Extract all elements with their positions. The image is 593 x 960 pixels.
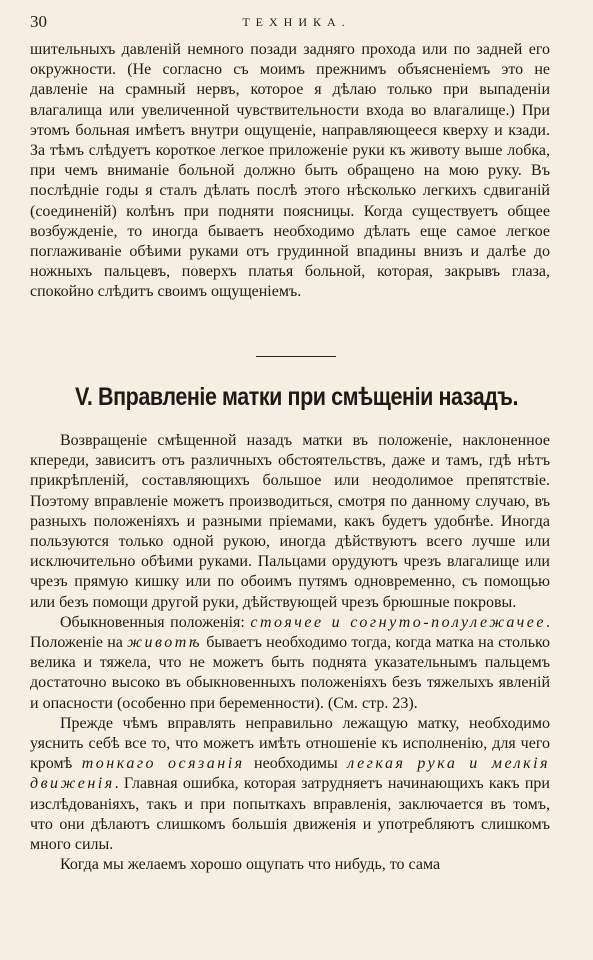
paragraph: Прежде чѣмъ вправлять неправильно лежащую матку, необходимо уяснить себѣ все то, что можетъ имѣть отношеніе къ исполненію, для чего кромѣ тонкаго осязанія необходимы легкая рука и мелкія движенія. Главная ошибка, которая затрудняетъ начинающихъ какъ при изслѣдованіяхъ, такъ и при попыткахъ вправленія, заключается въ томъ, что они дѣлаютъ слишкомъ большія движенія и употребляютъ слишкомъ много силы.	[30, 714, 551, 854]
text-block-section	[30, 431, 550, 875]
spaced-emphasis: тонкаго осязанія	[81, 755, 245, 773]
section-heading: V. Вправленіе матки при смѣщеніи назадъ.	[74, 383, 519, 411]
running-title: ТЕХНИКА.	[242, 15, 351, 29]
text-block-top	[30, 40, 550, 303]
paragraph: Возвращеніе смѣщенной назадъ матки въ положеніе, наклоненное кпереди, зависитъ отъ различныхъ обстоятельствъ, даже и тамъ, гдѣ нѣтъ прикрѣпленій, составляющихъ большое или неодолимое препятствіе. Поэтому вправленіе можетъ производиться, смотря по данному случаю, въ разныхъ положеніяхъ и разными пріемами, какъ будетъ удобнѣе. Иногда пользуются только одной рукою, иногда дѣйствуютъ всего лучше или исключительно обѣими руками. Пальцами орудуютъ чрезъ влагалище или чрезъ прямую кишку или по обоимъ путямъ одновременно, съ помощью или безъ помощи другой руки, дѣйствующей чрезъ брюшные покровы.	[30, 432, 550, 611]
paragraph: Когда мы желаемъ хорошо ощупать что нибудь, то сама	[60, 856, 441, 874]
paragraph-continued: шительныхъ давленій немного позади задняго прохода или по задней его окружности. (Не согласно съ моимъ прежнимъ объясненіемъ это не давленіе на срамный нервъ, которое я дѣлаю только при выпаденіи влагалища или увеличенной чувствительности входа во влагалище.) При этомъ больная имѣетъ внутри ощущеніе, направляющееся кверху и кзади. За тѣмъ слѣдуетъ короткое легкое приложеніе руки къ животу выше лобка, при чемъ вниманіе больной должно быть обращено на мою руку. Въ послѣдніе годы я сталъ дѣлать послѣ этого нѣсколько легкихъ сдвиганій (соединеній) колѣнъ при подняти поясницы. Когда существуетъ общее возбужденіе, то иногда бываетъ необходимо дѣлать еще самое легкое поглаживаніе обѣими руками отъ грудинной впадины внизъ и далѣе до ножныхъ пальцевъ, поверхъ платья больной, которая, закрывъ глаза, спокойно слѣдитъ своимъ ощущеніемъ.	[30, 41, 550, 301]
spaced-emphasis: легкая рука и мелкія движенія	[30, 755, 551, 793]
paragraph: Обыкновенныя положенія: стоячее и согнуто-полулежачее. Положеніе на животѣ бываетъ необходимо тогда, когда матка на столько велика и тяжела, что не можетъ быть поднята указательнымъ пальцемъ достаточно высоко въ обыкновенныхъ положеніяхъ безъ тяжелыхъ явленій и опасности (особенно при беременности). (См. стр. 23).	[30, 613, 550, 712]
section-divider	[256, 356, 336, 357]
page-header	[30, 12, 563, 34]
spaced-emphasis: стоячее и согнуто-полулежачее	[250, 613, 546, 631]
page-number: 30	[30, 12, 47, 31]
spaced-emphasis: животѣ	[127, 634, 202, 652]
